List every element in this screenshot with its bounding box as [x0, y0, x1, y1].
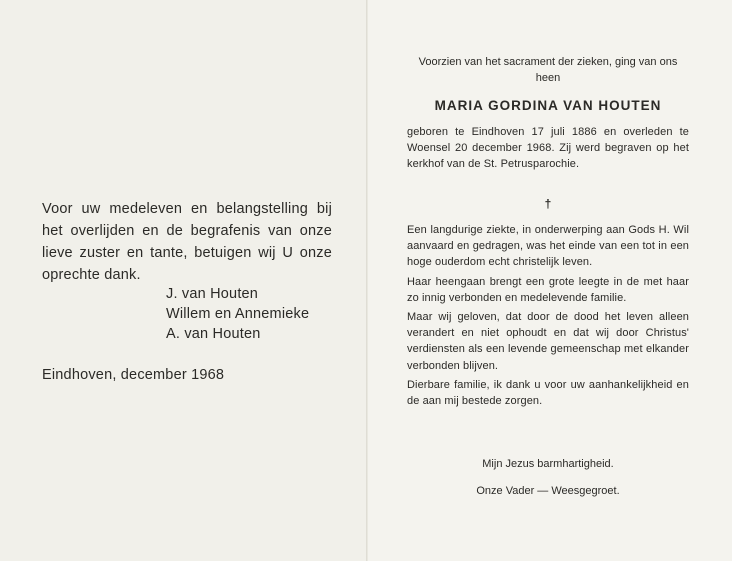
signer: J. van Houten: [166, 286, 259, 302]
signer: Willem en Annemieke: [166, 306, 310, 322]
memorial-paragraph: Maar wij geloven, dat door de dood het leven alleen verandert en niet ophoudt en dat wij door Christus' verdiensten als een levende gemeenschap met elkander verbonden blijven.: [407, 311, 689, 372]
memorial-text: [407, 222, 689, 412]
place-date: Eindhoven, december 1968: [42, 367, 225, 383]
memorial-paragraph: Haar heengaan brengt een grote leegte in de met haar zo innig verbonden en medelevende familie.: [407, 275, 689, 304]
signers-list: [166, 284, 309, 344]
signer: A. van Houten: [166, 326, 261, 342]
left-panel: [0, 0, 367, 561]
biography-text: geboren te Eindhoven 17 juli 1886 en overleden te Woensel 20 december 1968. Zij werd begraven op het kerkhof van de St. Petrusparochie.: [407, 126, 689, 171]
right-panel: [367, 0, 735, 561]
memorial-paragraph: Dierbare familie, ik dank u voor uw aanhankelijkheid en de aan mij bestede zorgen.: [407, 378, 689, 408]
thanks-text: Voor uw medeleven en belangstelling bij het overlijden en de begrafenis van onze lieve zuster en tante, betuigen wij U onze oprechte dank.: [42, 201, 332, 283]
deceased-name: MARIA GORDINA VAN HOUTEN: [434, 98, 662, 113]
memorial-paragraph: Een langdurige ziekte, in onderwerping aan Gods H. Wil aanvaard en gedragen, was het einde van een tot in een hoge ouderdom echt christelijk leven.: [407, 224, 689, 269]
cross-icon: †: [544, 197, 552, 211]
prayer-line: Mijn Jezus barmhartigheid.: [482, 458, 614, 470]
biography: [407, 124, 689, 176]
prayer-line: Onze Vader — Weesgegroet.: [476, 485, 620, 497]
card-fold: [366, 0, 368, 561]
thanks-message: [42, 198, 332, 286]
intro-text: Voorzien van het sacrament der zieken, ging van ons heen: [418, 56, 678, 85]
